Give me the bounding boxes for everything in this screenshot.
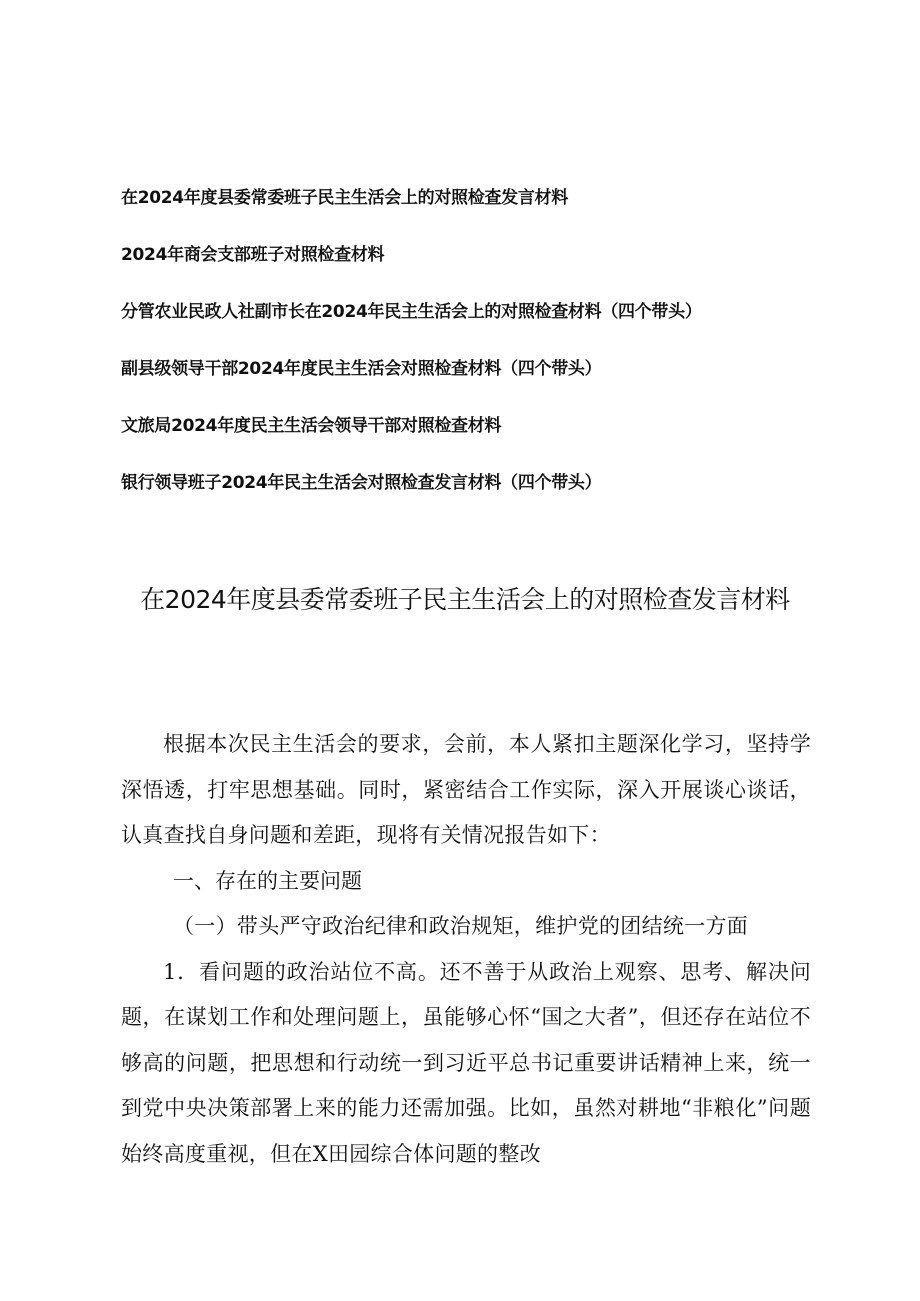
toc-item[interactable]: 文旅局2024年度民主生活会领导干部对照检查材料 [121,416,502,436]
toc-item[interactable]: 副县级领导干部2024年度民主生活会对照检查材料（四个带头） [121,359,602,379]
intro-paragraph: 根据本次民主生活会的要求，会前，本人紧扣主题深化学习，坚持学深悟透，打牢思想基础。同时，紧密结合工作实际，深入开展谈心谈话，认真查找自身问题和差距，现将有关情况报告如下： [121,732,811,847]
toc-item[interactable]: 2024年商会支部班子对照检查材料 [121,245,385,265]
document-title: 在2024年度县委常委班子民主生活会上的对照检查发言材料 [140,585,790,614]
document-body [121,722,811,1177]
subsection-heading: （一）带头严守政治纪律和政治规矩，维护党的团结统一方面 [173,914,749,938]
toc-item[interactable]: 在2024年度县委常委班子民主生活会上的对照检查发言材料 [121,188,568,208]
toc-item[interactable]: 分管农业民政人社副市长在2024年民主生活会上的对照检查材料（四个带头） [121,302,702,322]
table-of-contents [121,178,881,520]
toc-item[interactable]: 银行领导班子2024年民主生活会对照检查发言材料（四个带头） [121,473,602,493]
point-paragraph: 1．看问题的政治站位不高。还不善于从政治上观察、思考、解决问题，在谋划工作和处理问题上，虽能够心怀“国之大者”，但还存在站位不够高的问题，把思想和行动统一到习近平总书记重要讲话精神上来，统一到党中央决策部署上来的能力还需加强。比如，虽然对耕地“非粮化”问题始终高度重视，但在X田园综合体问题的整改 [121,959,811,1166]
section-heading: 一、存在的主要问题 [173,868,362,893]
